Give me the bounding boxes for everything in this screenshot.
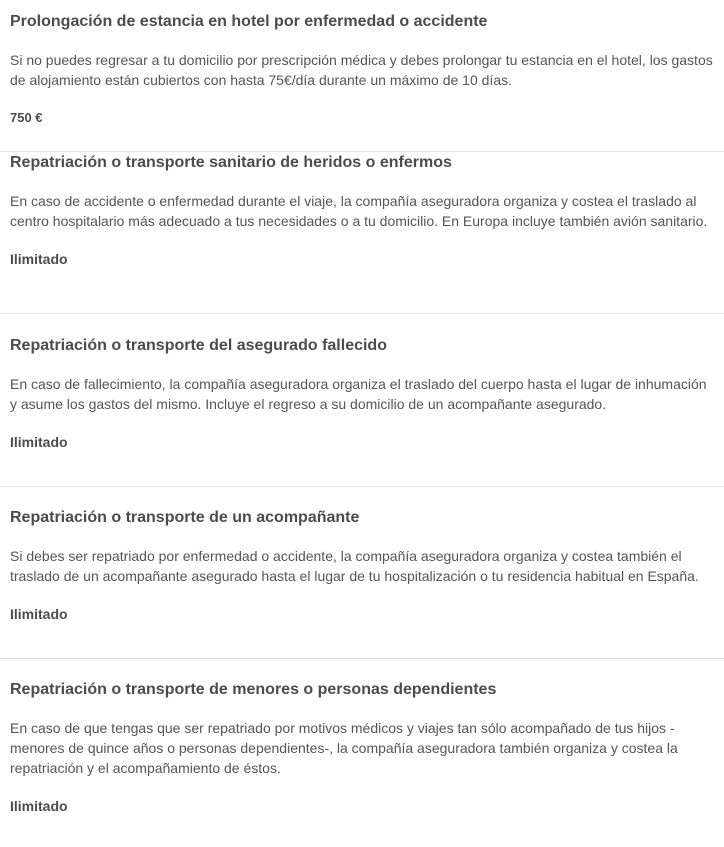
coverage-amount: Ilimitado <box>10 606 68 622</box>
coverage-amount: Ilimitado <box>10 434 68 450</box>
coverage-amount: 750 € <box>10 110 43 125</box>
coverage-title: Prolongación de estancia en hotel por enfermedad o accidente <box>10 13 488 30</box>
coverage-description: En caso de fallecimiento, la compañía aseguradora organiza el traslado del cuerpo hasta el lugar de inhumación y asume los gastos del mismo. Incluye el regreso a su domicilio de un acompañante asegurado. <box>10 376 707 412</box>
coverage-item-hotel-extension <box>0 0 724 152</box>
coverage-item-minors-transport <box>0 679 724 847</box>
coverage-amount: Ilimitado <box>10 798 68 814</box>
coverage-description: En caso de accidente o enfermedad durante el viaje, la compañía aseguradora organiza y costea el traslado al centro hospitalario más adecuado a tus necesidades o a tu domicilio. En Europa incluye también avión sanitario. <box>10 193 708 229</box>
coverage-description: En caso de que tengas que ser repatriado por motivos médicos y viajes tan sólo acompañado de tus hijos - menores de quince años o personas dependientes-, la compañía aseguradora también organiza y costea la repatriación y el acompañamiento de éstos. <box>10 720 678 776</box>
coverage-description: Si debes ser repatriado por enfermedad o accidente, la compañía aseguradora organiza y costea también el traslado de un acompañante asegurado hasta el lugar de tu hospitalización o tu residencia habitual en España. <box>10 548 699 584</box>
coverage-title: Repatriación o transporte del asegurado fallecido <box>10 337 387 354</box>
coverage-title: Repatriación o transporte sanitario de heridos o enfermos <box>10 154 452 171</box>
coverage-amount: Ilimitado <box>10 251 68 267</box>
coverage-item-medical-transport <box>0 152 724 314</box>
coverage-item-deceased-transport <box>0 335 724 487</box>
coverage-item-companion-transport <box>0 507 724 659</box>
coverage-description: Si no puedes regresar a tu domicilio por prescripción médica y debes prolongar tu estancia en el hotel, los gastos de alojamiento están cubiertos con hasta 75€/día durante un máximo de 10 días. <box>10 52 713 88</box>
coverage-title: Repatriación o transporte de un acompañante <box>10 509 360 526</box>
coverage-title: Repatriación o transporte de menores o personas dependientes <box>10 681 497 698</box>
